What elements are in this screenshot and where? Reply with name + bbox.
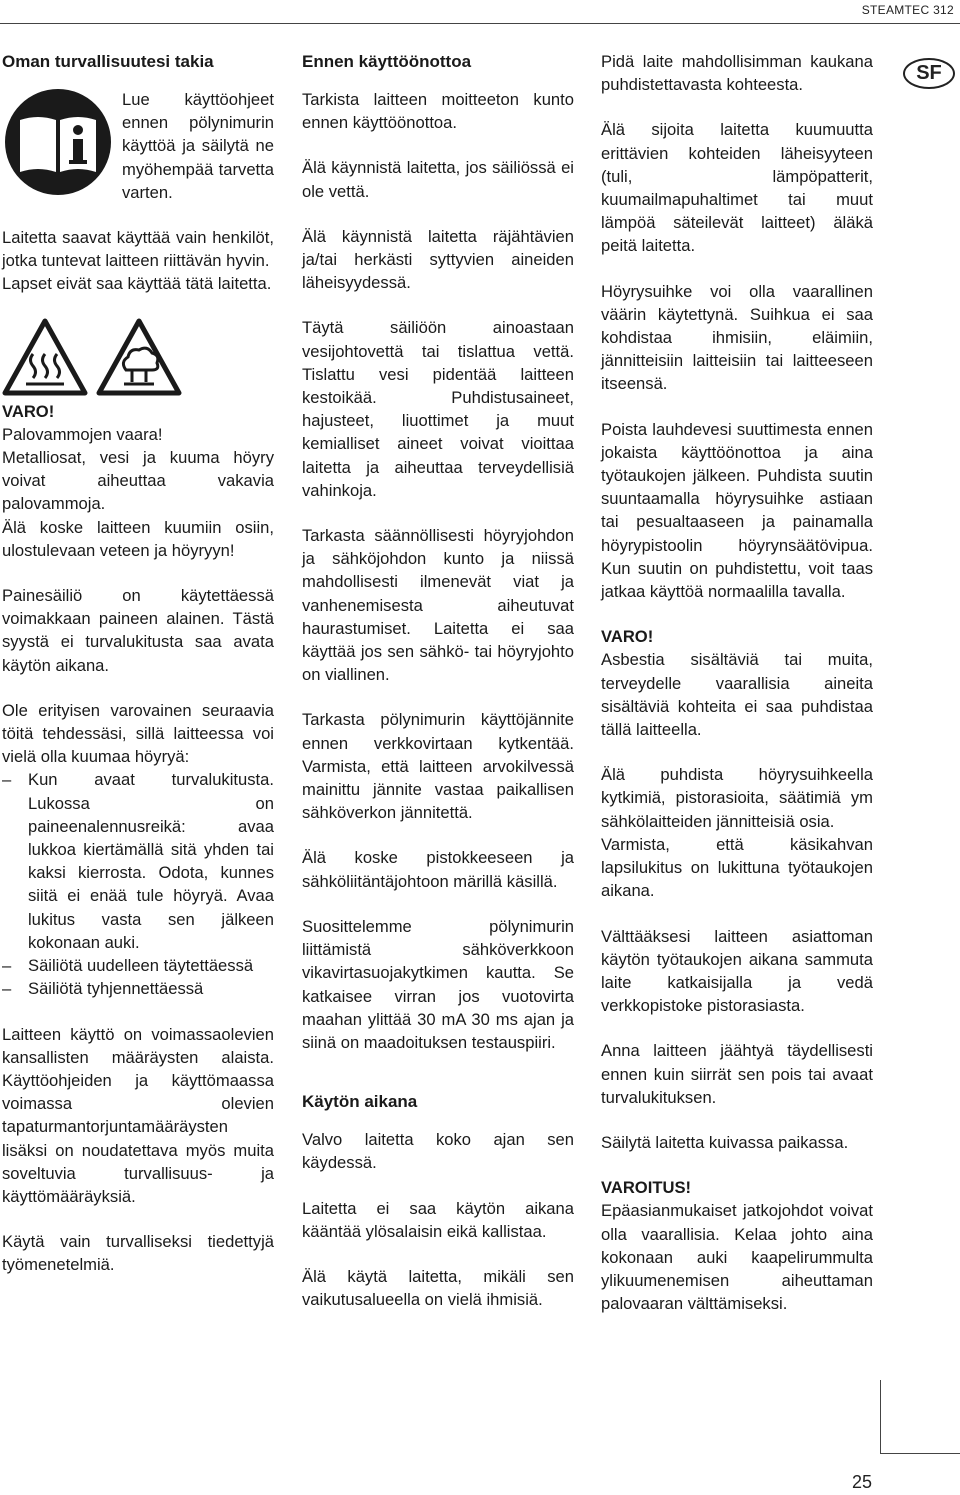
paragraph: Älä koske laitteen kuumiin osiin, ulostulevaan veteen ja höyryyn! xyxy=(2,517,274,560)
paragraph: Älä käynnistä laitetta, jos säiliössä ei ole vettä. xyxy=(302,158,574,201)
paragraph: Poista lauhdevesi suuttimesta ennen jokaista käyttöönottoa ja aina työtaukojen jälkeen. Puhdista suutin suuntaamalla höyrysuihke astiaan tai pesualtaaseen ja painamalla höyrypistoolin höyrynsäätövipua. Kun suutin on puhdistettu, voit taas jatkaa käyttöä normaalilla tavalla. xyxy=(601,419,873,602)
paragraph: Suosittelemme pölynimurin liittämistä sähköverkkoon vikavirtasuojakytkimen kautta. Se katkaisee virran jos vuotovirta maahan ylittää 30 mA 30 ms ajan ja siinä on maadoituksen testauspiiri. xyxy=(302,916,574,1052)
paragraph: Älä käytä laitetta, mikäli sen vaikutusalueella on vielä ihmisiä. xyxy=(302,1266,574,1310)
column-2 xyxy=(302,50,574,1333)
warning-icons xyxy=(2,318,274,396)
paragraph: Metalliosat, vesi ja kuuma höyry voivat aiheuttaa vakavia palovammoja. xyxy=(2,448,274,514)
paragraph: Palovammojen vaara! xyxy=(2,424,163,444)
paragraph: Ole erityisen varovainen seuraavia töitä tehdessäsi, sillä laitteessa voi vielä olla kuumaa höyryä: xyxy=(2,700,274,767)
list-item: – Kun avaat turvalukitusta. Lukossa on paineenalennusreikä: avaa lukkoa kiertämällä sitä yhden tai kaksi kierrosta. Odota, kunnes siitä ei enää tule höyryä. Avaa lukitus vasta sen jälkeen kokonaan auki. xyxy=(2,768,274,954)
column-3 xyxy=(601,50,873,1337)
paragraph: Älä koske pistokkeeseen ja sähköliitäntäjohtoon märillä käsillä. xyxy=(302,848,574,891)
intro-block xyxy=(2,88,274,226)
hot-steam-warning-icon xyxy=(96,318,182,396)
section-title-before-use: Ennen käyttöönottoa xyxy=(302,52,472,71)
paragraph: Laitetta ei saa käytön aikana kääntää ylösalaisin eikä kallistaa. xyxy=(302,1198,574,1241)
paragraph: Laitetta saavat käyttää vain henkilöt, jotka tuntevat laitteen riittävän hyvin. xyxy=(2,228,274,271)
page-header xyxy=(0,0,960,22)
intro-text: Lue käyttöohjeet ennen pölynimurin käyttöä ja säilytä ne myöhempää tarvetta varten. xyxy=(122,90,274,202)
warning-heading: VARO! xyxy=(2,401,55,421)
warning-heading: VARO! xyxy=(601,627,654,647)
paragraph: Välttääksesi laitteen asiattoman käytön työtaukojen aikana sammuta laite katkaisijalla ja vedä verkkopistoke pistorasiasta. xyxy=(601,926,873,1016)
list-item: – Säiliötä uudelleen täytettäessä xyxy=(2,954,274,977)
manual-info-icon xyxy=(2,88,114,196)
paragraph: Painesäiliö on käytettäessä voimakkaan paineen alainen. Tästä syystä ei turvalukitusta saa avata käytön aikana. xyxy=(2,586,274,675)
header-rule xyxy=(0,23,960,24)
list-item: – Säiliötä tyhjennettäessä xyxy=(2,977,274,1000)
caution-list xyxy=(2,768,274,1000)
paragraph: Älä käynnistä laitetta räjähtävien ja/tai herkästi syttyvien aineiden läheisyydessä. xyxy=(302,226,574,293)
brand-label: STEAMTEC 312 xyxy=(861,3,954,17)
paragraph: Tarkasta pölynimurin käyttöjännite ennen verkkovirtaan kytkentää. Varmista, että laitteen arvokilvessä mainittu jännite vastaa paikallisen sähköverkon jännitettä. xyxy=(302,710,574,823)
column-1 xyxy=(2,50,274,1299)
page-number: 25 xyxy=(852,1472,873,1492)
paragraph: Älä puhdista höyrysuihkeella kytkimiä, pistorasioita, säätimiä ym sähkölaitteiden jännitteisiä osia. xyxy=(601,765,873,831)
section-title-during-use: Käytön aikana xyxy=(302,1092,418,1112)
paragraph: Tarkasta säännöllisesti höyryjohdon ja sähköjohdon kunto ja niissä mahdollisesti ilmenevät viat ja vanhenemisesta aiheutuvat haurastumiset. Laitetta ei saa käyttää jos sen sähkö- tai höyryjohto on viallinen. xyxy=(302,526,574,685)
paragraph: Laitteen käyttö on voimassaolevien kansallisten määräysten alaista. Käyttöohjeiden ja käyttömaassa voimassa olevien tapaturmantorjuntamääräysten lisäksi on noudatettava myös muita soveltuvia turvallisuus- ja käyttömääräyksiä. xyxy=(2,1024,274,1206)
paragraph: Täytä säiliöön ainoastaan vesijohtovettä tai tislattua vettä. Tislattu vesi pidentää laitteen kestoikää. Puhdistusaineet, hajusteet, liuottimet ja muut kemialliset aineet voivat vioittaa laitetta ja aiheuttaa terveydellisiä vahinkoja. xyxy=(302,318,574,500)
section-title-safety: Oman turvallisuutesi takia xyxy=(2,52,214,71)
paragraph: Valvo laitetta koko ajan sen käydessä. xyxy=(302,1130,574,1173)
paragraph: Säilytä laitetta kuivassa paikassa. xyxy=(601,1132,849,1152)
paragraph: Lapset eivät saa käyttää tätä laitetta. xyxy=(2,274,272,294)
language-badge: SF xyxy=(903,58,955,89)
paragraph: Tarkista laitteen moitteeton kunto ennen käyttöönottoa. xyxy=(302,90,574,133)
paragraph: Anna laitteen jäähtyä täydellisesti ennen kuin siirrät sen pois tai avaat turvalukituksen. xyxy=(601,1041,873,1107)
paragraph: Pidä laite mahdollisimman kaukana puhdistettavasta kohteesta. xyxy=(601,52,873,95)
footer-vertical-rule xyxy=(880,1380,881,1453)
paragraph: Älä sijoita laitetta kuumuutta erittävien kohteiden läheisyyteen (tuli, lämpöpatterit, kuumailmapuhaltimet tai muut lämpöä säteilevät laitteet) äläkä peitä laitetta. xyxy=(601,120,873,256)
paragraph: Epäasianmukaiset jatkojohdot voivat olla vaarallisia. Kelaa johto aina kokonaan auki kaapelirummulta ylikuumenemisen aiheuttaman palovaaran välttämiseksi. xyxy=(601,1201,873,1314)
paragraph: Höyrysuihke voi olla vaarallinen väärin käytettynä. Suihkua ei saa kohdistaa ihmisiin, eläimiin, jännitteisiin laitteisiin tai laitteeseen itseensä. xyxy=(601,281,873,394)
paragraph: Asbestia sisältäviä tai muita, terveydelle vaarallisia aineita sisältäviä kohteita ei saa puhdistaa tällä laitteella. xyxy=(601,650,873,740)
hot-surface-warning-icon xyxy=(2,318,88,396)
footer-rule xyxy=(880,1453,960,1454)
paragraph: Käytä vain turvalliseksi tiedettyjä työmenetelmiä. xyxy=(2,1232,274,1275)
warning-heading: VAROITUS! xyxy=(601,1178,692,1198)
paragraph: Varmista, että käsikahvan lapsilukitus on lukittuna työtaukojen aikana. xyxy=(601,834,873,901)
